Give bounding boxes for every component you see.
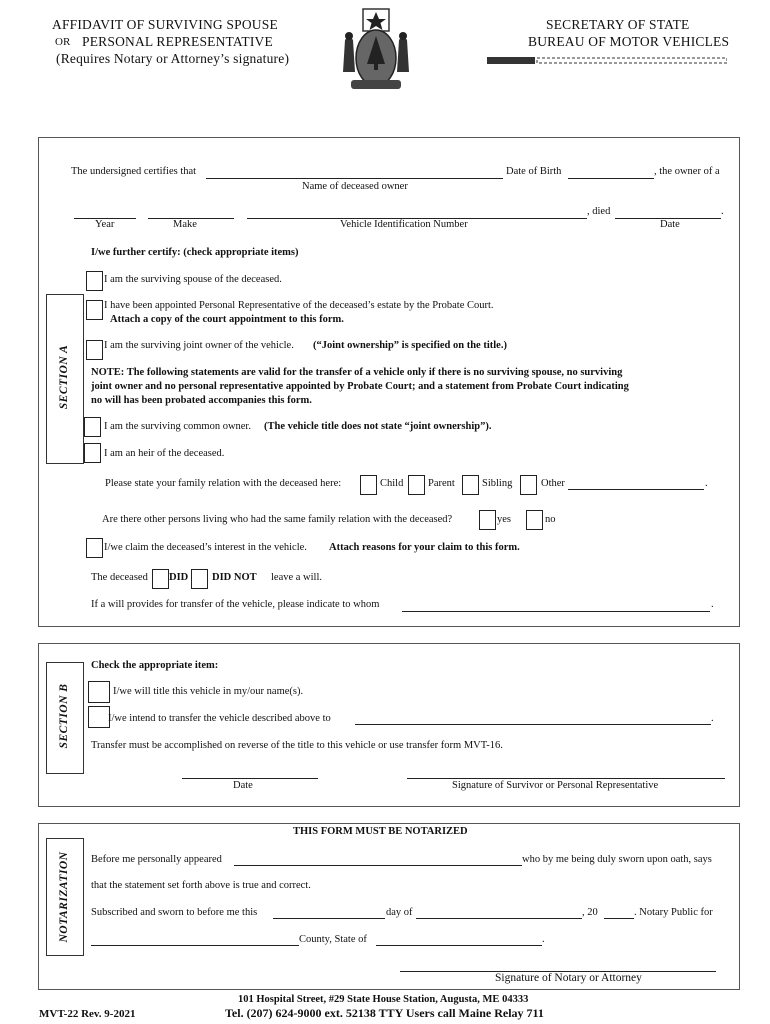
day-field[interactable] (273, 918, 385, 919)
relation-prompt: Please state your family relation with the deceased here: (105, 478, 342, 489)
sibling-label: Sibling (482, 478, 513, 489)
transfer-note: Transfer must be accomplished on reverse of the title to this vehicle or use transfer form MVT-16. (91, 740, 503, 751)
section-b-date-caption: Date (233, 780, 253, 791)
name-caption: Name of deceased owner (302, 181, 408, 192)
others-prompt: Are there other persons living who had the same family relation with the deceased? (102, 514, 453, 525)
will-transfer-text: If a will provides for transfer of the vehicle, please indicate to whom (91, 599, 380, 610)
sworn-text: who by me being duly sworn upon oath, says (522, 854, 712, 865)
common-owner-checkbox[interactable] (84, 417, 101, 437)
form-title-or: OR (55, 36, 71, 48)
section-b-label: SECTION B (58, 683, 70, 749)
garbled-text-strip (487, 52, 727, 61)
did-not-label: DID NOT (212, 572, 257, 583)
section-b-date-field[interactable] (182, 778, 318, 779)
title-self-label: I/we will title this vehicle in my/our name(s). (113, 686, 304, 697)
form-title-line2: PERSONAL REPRESENTATIVE (82, 34, 273, 49)
notary-public-for-text: . Notary Public for (634, 907, 713, 918)
spouse-checkbox[interactable] (86, 271, 103, 291)
died-label: , died (587, 206, 611, 217)
day-of-text: day of (386, 907, 413, 918)
agency-line1: SECRETARY OF STATE (546, 17, 690, 32)
joint-owner-note: (“Joint ownership” is specified on the title.) (313, 340, 507, 351)
check-item-heading: Check the appropriate item: (91, 660, 219, 671)
footer-phone: Tel. (207) 624-9000 ext. 52138 TTY Users call Maine Relay 711 (225, 1006, 544, 1020)
common-owner-label: I am the surviving common owner. (104, 421, 251, 432)
county-field[interactable] (91, 945, 299, 946)
title-self-checkbox[interactable] (88, 681, 110, 703)
representative-checkbox[interactable] (86, 300, 103, 320)
form-title-line1: AFFIDAVIT OF SURVIVING SPOUSE (52, 17, 278, 32)
will-transfer-field[interactable] (402, 611, 710, 612)
notary-year-field[interactable] (604, 918, 634, 919)
others-yes-checkbox[interactable] (479, 510, 496, 530)
deceased-label: The deceased (91, 572, 148, 583)
spouse-option-label: I am the surviving spouse of the deceased. (104, 274, 282, 285)
others-yes-label: yes (497, 514, 511, 525)
date-caption: Date (660, 219, 680, 230)
deceased-name-field[interactable] (206, 178, 503, 179)
claim-checkbox[interactable] (86, 538, 103, 558)
joint-owner-checkbox[interactable] (86, 340, 103, 360)
transfer-label: I/we intend to transfer the vehicle described above to (108, 713, 331, 724)
appeared-text: Before me personally appeared (91, 854, 222, 865)
parent-label: Parent (428, 478, 455, 489)
representative-note: Attach a copy of the court appointment to this form. (110, 314, 344, 325)
transfer-to-field[interactable] (355, 724, 711, 725)
certify-text: The undersigned certifies that (71, 166, 197, 177)
notarization-label: NOTARIZATION (58, 851, 70, 943)
child-checkbox[interactable] (360, 475, 377, 495)
note-line3: no will has been probated accompanies this form. (91, 395, 312, 406)
did-label: DID (169, 572, 189, 583)
state-field[interactable] (376, 945, 542, 946)
leave-will-text: leave a will. (271, 572, 323, 583)
appeared-name-field[interactable] (234, 865, 522, 866)
other-label: Other (541, 478, 565, 489)
notarized-title: THIS FORM MUST BE NOTARIZED (293, 826, 468, 837)
year-prefix-text: , 20 (582, 907, 598, 918)
true-correct-text: that the statement set forth above is true and correct. (91, 880, 311, 891)
joint-owner-label: I am the surviving joint owner of the vehicle. (104, 340, 294, 351)
subscribed-text: Subscribed and sworn to before me this (91, 907, 258, 918)
form-title-line3: (Requires Notary or Attorney’s signature) (56, 51, 290, 66)
section-a-label: SECTION A (58, 344, 70, 410)
others-no-checkbox[interactable] (526, 510, 543, 530)
note-line2: joint owner and no personal representative appointed by Probate Court; and a statement from Probate Court indicating (91, 381, 629, 392)
maine-state-seal-icon (337, 6, 415, 94)
state-period: . (542, 934, 545, 945)
child-label: Child (380, 478, 404, 489)
note-line1: NOTE: The following statements are valid for the transfer of a vehicle only if there is no surviving spouse, no surviving (91, 367, 623, 378)
claim-text: I/we claim the deceased’s interest in the vehicle. (104, 542, 307, 553)
did-checkbox[interactable] (152, 569, 169, 589)
other-relation-field[interactable] (568, 489, 704, 490)
parent-checkbox[interactable] (408, 475, 425, 495)
transfer-checkbox[interactable] (88, 706, 110, 728)
month-field[interactable] (416, 918, 582, 919)
dob-label: Date of Birth (506, 166, 562, 177)
sibling-checkbox[interactable] (462, 475, 479, 495)
claim-note: Attach reasons for your claim to this form. (329, 542, 520, 553)
make-caption: Make (173, 219, 197, 230)
county-state-text: County, State of (299, 934, 367, 945)
vin-caption: Vehicle Identification Number (340, 219, 468, 230)
survivor-signature-field[interactable] (407, 778, 725, 779)
notary-signature-caption: Signature of Notary or Attorney (495, 972, 642, 984)
footer-address: 101 Hospital Street, #29 State House Station, Augusta, ME 04333 (238, 994, 529, 1005)
representative-option-label: I have been appointed Personal Representative of the deceased’s estate by the Probate Court. (104, 300, 494, 311)
agency-line2: BUREAU OF MOTOR VEHICLES (528, 34, 730, 49)
form-id: MVT-22 Rev. 9-2021 (39, 1008, 136, 1020)
others-no-label: no (545, 514, 556, 525)
further-certify-heading: I/we further certify: (check appropriate items) (91, 247, 299, 258)
common-owner-note: (The vehicle title does not state “joint ownership”). (264, 421, 492, 432)
year-caption: Year (95, 219, 115, 230)
did-not-checkbox[interactable] (191, 569, 208, 589)
dob-field[interactable] (568, 178, 654, 179)
heir-label: I am an heir of the deceased. (104, 448, 225, 459)
heir-checkbox[interactable] (84, 443, 101, 463)
survivor-signature-caption: Signature of Survivor or Personal Representative (452, 780, 659, 791)
other-checkbox[interactable] (520, 475, 537, 495)
owner-of-a-text: , the owner of a (654, 166, 720, 177)
